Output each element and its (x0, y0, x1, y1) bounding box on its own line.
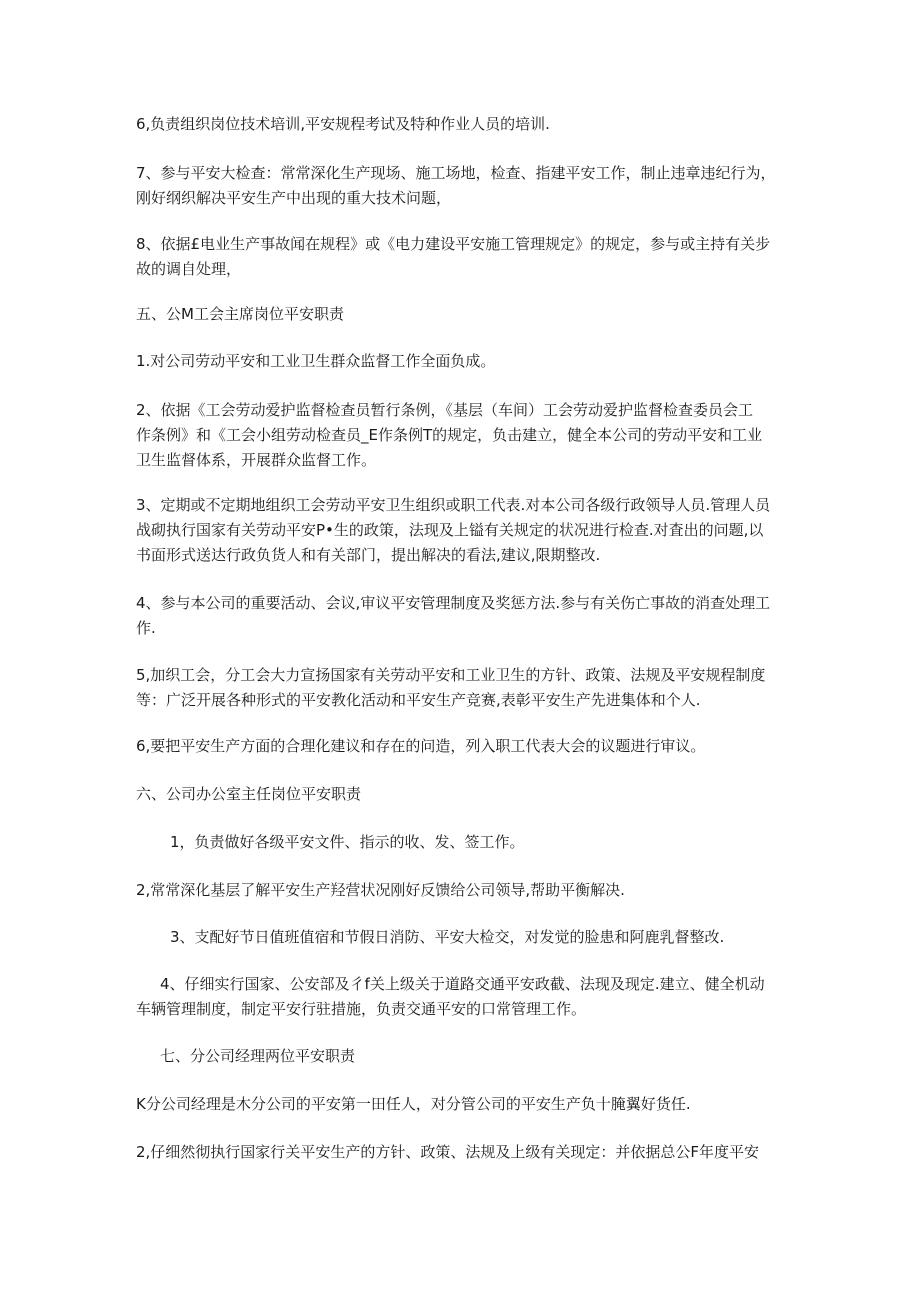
text-line: 3、定期或不定期地组织工会劳动平安卫生组织或职工代表.对本公司各级行政领导人员.管理人员 (136, 496, 771, 514)
heading-text: 六、公司办公室主任岗位平安职责 (136, 785, 362, 803)
text-line: 2,仔细然彻执行国家行关平安生产的方针、政策、法规及上级有关现定：并依据总公F年度平安 (136, 1143, 759, 1161)
paragraph-union-3 (136, 493, 786, 568)
text-line: 3、支配好节日值班值宿和节假日消防、平安大检交，对发觉的脸患和阿鹿乳督整改. (170, 928, 725, 946)
text-line: 车辆管理制度，制定平安行驻措施，负责交通平安的口常管理工作。 (136, 1000, 587, 1018)
text-line: 卫生监督体系，开展群众监督工作。 (136, 451, 377, 469)
text-line: 4、仔细实行国家、公安部及彳f关上级关于道路交通平安政截、法现及现定.建立、健全机动 (160, 975, 765, 993)
text-line: 书面形式送达行政负货人和有关部门，提出解决的看法,建议,限期整改. (136, 546, 601, 564)
paragraph-office-2 (136, 878, 786, 903)
text-line: 刚好纲织解决平安生产中出现的重大技术问题， (136, 189, 452, 207)
paragraph-7-inspection (136, 161, 786, 211)
text-line: 战砌执行国家有关劳动平安P•生的政策，法现及上镒有关规定的状况进行检查.对査出的问题,以 (136, 521, 764, 539)
text-line: 5,加织工会，分工会大力宣扬国家有关劳动平安和工业卫生的方针、政策、法规及平安规程制度 (136, 666, 766, 684)
text-line: 6,要把平安生产方面的合理化建议和存在的问造，列入职工代表大会的议题进行审议。 (136, 737, 706, 755)
paragraph-union-4 (136, 591, 786, 641)
text-line: 6,负责组织岗位技术培训,平安规程考试及特种作业人员的培训. (136, 115, 550, 133)
text-line: 等：广泛开展各种形式的平安教化活动和平安生产竞赛,表彰平安生产先进集体和个人. (136, 691, 701, 709)
paragraph-union-6 (136, 734, 786, 759)
paragraph-8-accident (136, 232, 786, 282)
text-line: 1，负责做好各级平安文件、指示的收、发、签工作。 (170, 833, 525, 851)
text-line: 故的调自处理， (136, 260, 242, 278)
paragraph-office-4 (136, 972, 786, 1022)
text-line: 作. (136, 619, 156, 637)
text-line: 2、依据《工会劳动爱护监督检查员暂行条例，《基层（车间）工会劳动爱护监督检查委员会工 (136, 401, 754, 419)
paragraph-union-1 (136, 349, 786, 374)
section-heading-7 (160, 1044, 355, 1069)
text-line: 7、参与平安大检查：常常深化生产现场、施工场地，检查、指建平安工作，制止违章违纪行为， (136, 164, 776, 182)
text-line: 作条例》和《工会小组劳动检查员_E作条例T的规定，负击建立，健全本公司的劳动平安和工业 (136, 426, 763, 444)
text-line: 1.对公司劳动平安和工业卫生群众监督工作全面负成。 (136, 352, 496, 370)
paragraph-branch-1 (136, 1092, 786, 1117)
paragraph-6-training (136, 112, 786, 137)
section-heading-6 (136, 782, 361, 807)
heading-text: 七、分公司经理两位平安职责 (160, 1047, 356, 1065)
section-heading-5 (136, 302, 344, 327)
text-line: 8、依据£电业生产事故闻在规程》或《电力建设平安施工管理规定》的规定，参与或主持有关步 (136, 235, 771, 253)
paragraph-office-3 (170, 925, 820, 950)
heading-text: 五、公M工会主席岗位平安职责 (136, 305, 344, 323)
paragraph-union-2 (136, 398, 786, 473)
paragraph-union-5 (136, 663, 786, 713)
text-line: 4、参与本公司的重要活动、会议,审议平安管理制度及奖惩方法.参与有关伤亡事故的消查处理工 (136, 594, 771, 612)
paragraph-branch-2 (136, 1140, 786, 1165)
text-line: 2,常常深化基层了解平安生产羟营状况刚好反馈给公司领导,帮助平衡解决. (136, 881, 625, 899)
paragraph-office-1 (170, 830, 820, 855)
text-line: K分公司经理是木分公司的平安第一田任人，对分管公司的平安生产负十腌翼好货任. (136, 1095, 691, 1113)
